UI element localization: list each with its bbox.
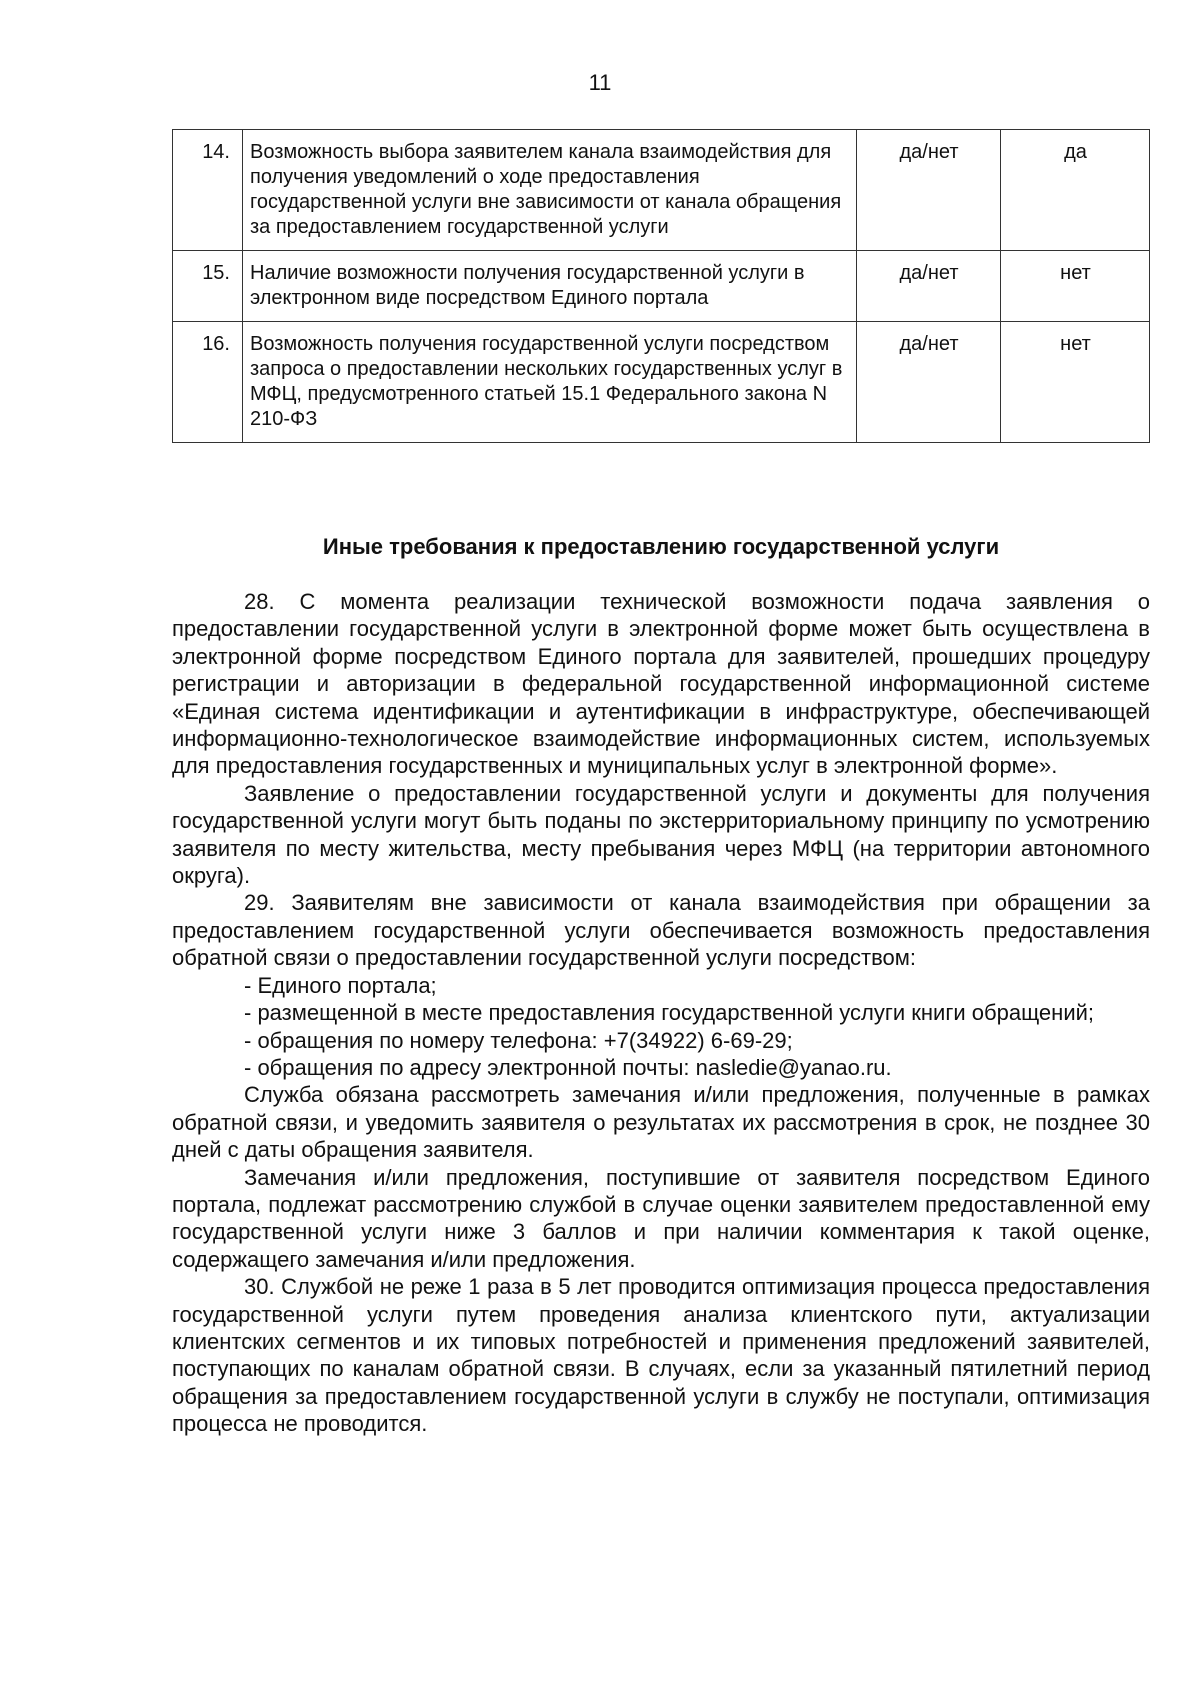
indicators-table [172, 129, 1150, 443]
row-unit: да/нет [857, 322, 1001, 443]
list-item: - Единого портала; [244, 972, 437, 998]
row-value: нет [1001, 322, 1150, 443]
paragraph-29: 29. Заявителям вне зависимости от канала взаимодействия при обращении за предоставлением государственной услуги обеспечивается возможность предоставления обратной связи о предоставлении государственной услуги посредством: [172, 890, 1150, 971]
list-item: - обращения по номеру телефона: +7(34922) 6-69-29; [244, 1027, 793, 1053]
page-number: 11 [588, 70, 612, 95]
paragraph-portal-feedback: Замечания и/или предложения, поступившие от заявителя посредством Единого портала, подлежат рассмотрению службой в случае оценки заявителем предоставленной ему государственной услуги ниже 3 баллов и при наличии комментария к такой оценке, содержащего замечания и/или предложения. [172, 1164, 1150, 1272]
row-description: Возможность получения государственной услуги посредством запроса о предоставлении нескольких государственных услуг в МФЦ, предусмотренного статьей 15.1 Федерального закона N 210-ФЗ [243, 322, 857, 443]
row-number: 14. [173, 130, 243, 251]
row-description: Возможность выбора заявителем канала взаимодействия для получения уведомлений о ходе предоставления государственной услуги вне зависимости от канала обращения за предоставлением государственной услуги [243, 130, 857, 251]
paragraph-review-obligation: Служба обязана рассмотреть замечания и/или предложения, полученные в рамках обратной связи, и уведомить заявителя о результатах их рассмотрения в срок, не позднее 30 дней с даты обращения заявителя. [172, 1082, 1150, 1163]
table-row [173, 130, 1150, 251]
paragraph-28: 28. С момента реализации технической возможности подача заявления о предоставлении государственной услуги в электронной форме может быть осуществлена в электронной форме посредством Единого портала для заявителей, прошедших процедуру регистрации и авторизации в федеральной государственной информационной системе «Единая система идентификации и аутентификации в инфраструктуре, обеспечивающей информационно-технологическое взаимодействие информационных систем, используемых для предоставления государственных и муниципальных услуг в электронной форме». [172, 589, 1150, 779]
row-unit: да/нет [857, 130, 1001, 251]
row-unit: да/нет [857, 251, 1001, 322]
paragraph-30: 30. Службой не реже 1 раза в 5 лет проводится оптимизация процесса предоставления государственной услуги путем проведения анализа клиентского пути, актуализации клиентских сегментов и их типовых потребностей и применения предложений заявителей, поступающих по каналам обратной связи. В случаях, если за указанный пятилетний период обращения за предоставлением государственной услуги в службу не поступали, оптимизация процесса не проводится. [172, 1274, 1150, 1437]
section-body [172, 588, 1150, 1438]
paragraph-application-extraterritorial: Заявление о предоставлении государственной услуги и документы для получения государственной услуги могут быть поданы по экстерриториальному принципу по усмотрению заявителя по месту жительства, месту пребывания через МФЦ (на территории автономного округа). [172, 780, 1150, 889]
list-item: - размещенной в месте предоставления государственной услуги книги обращений; [244, 1000, 1095, 1026]
row-number: 15. [173, 251, 243, 322]
list-item: - обращения по адресу электронной почты: nasledie@yanao.ru. [244, 1054, 892, 1080]
table-row [173, 322, 1150, 443]
row-description: Наличие возможности получения государственной услуги в электронном виде посредством Единого портала [243, 251, 857, 322]
section-heading: Иные требования к предоставлению государственной услуги [322, 534, 1000, 559]
row-number: 16. [173, 322, 243, 443]
row-value: нет [1001, 251, 1150, 322]
row-value: да [1001, 130, 1150, 251]
table-row [173, 251, 1150, 322]
